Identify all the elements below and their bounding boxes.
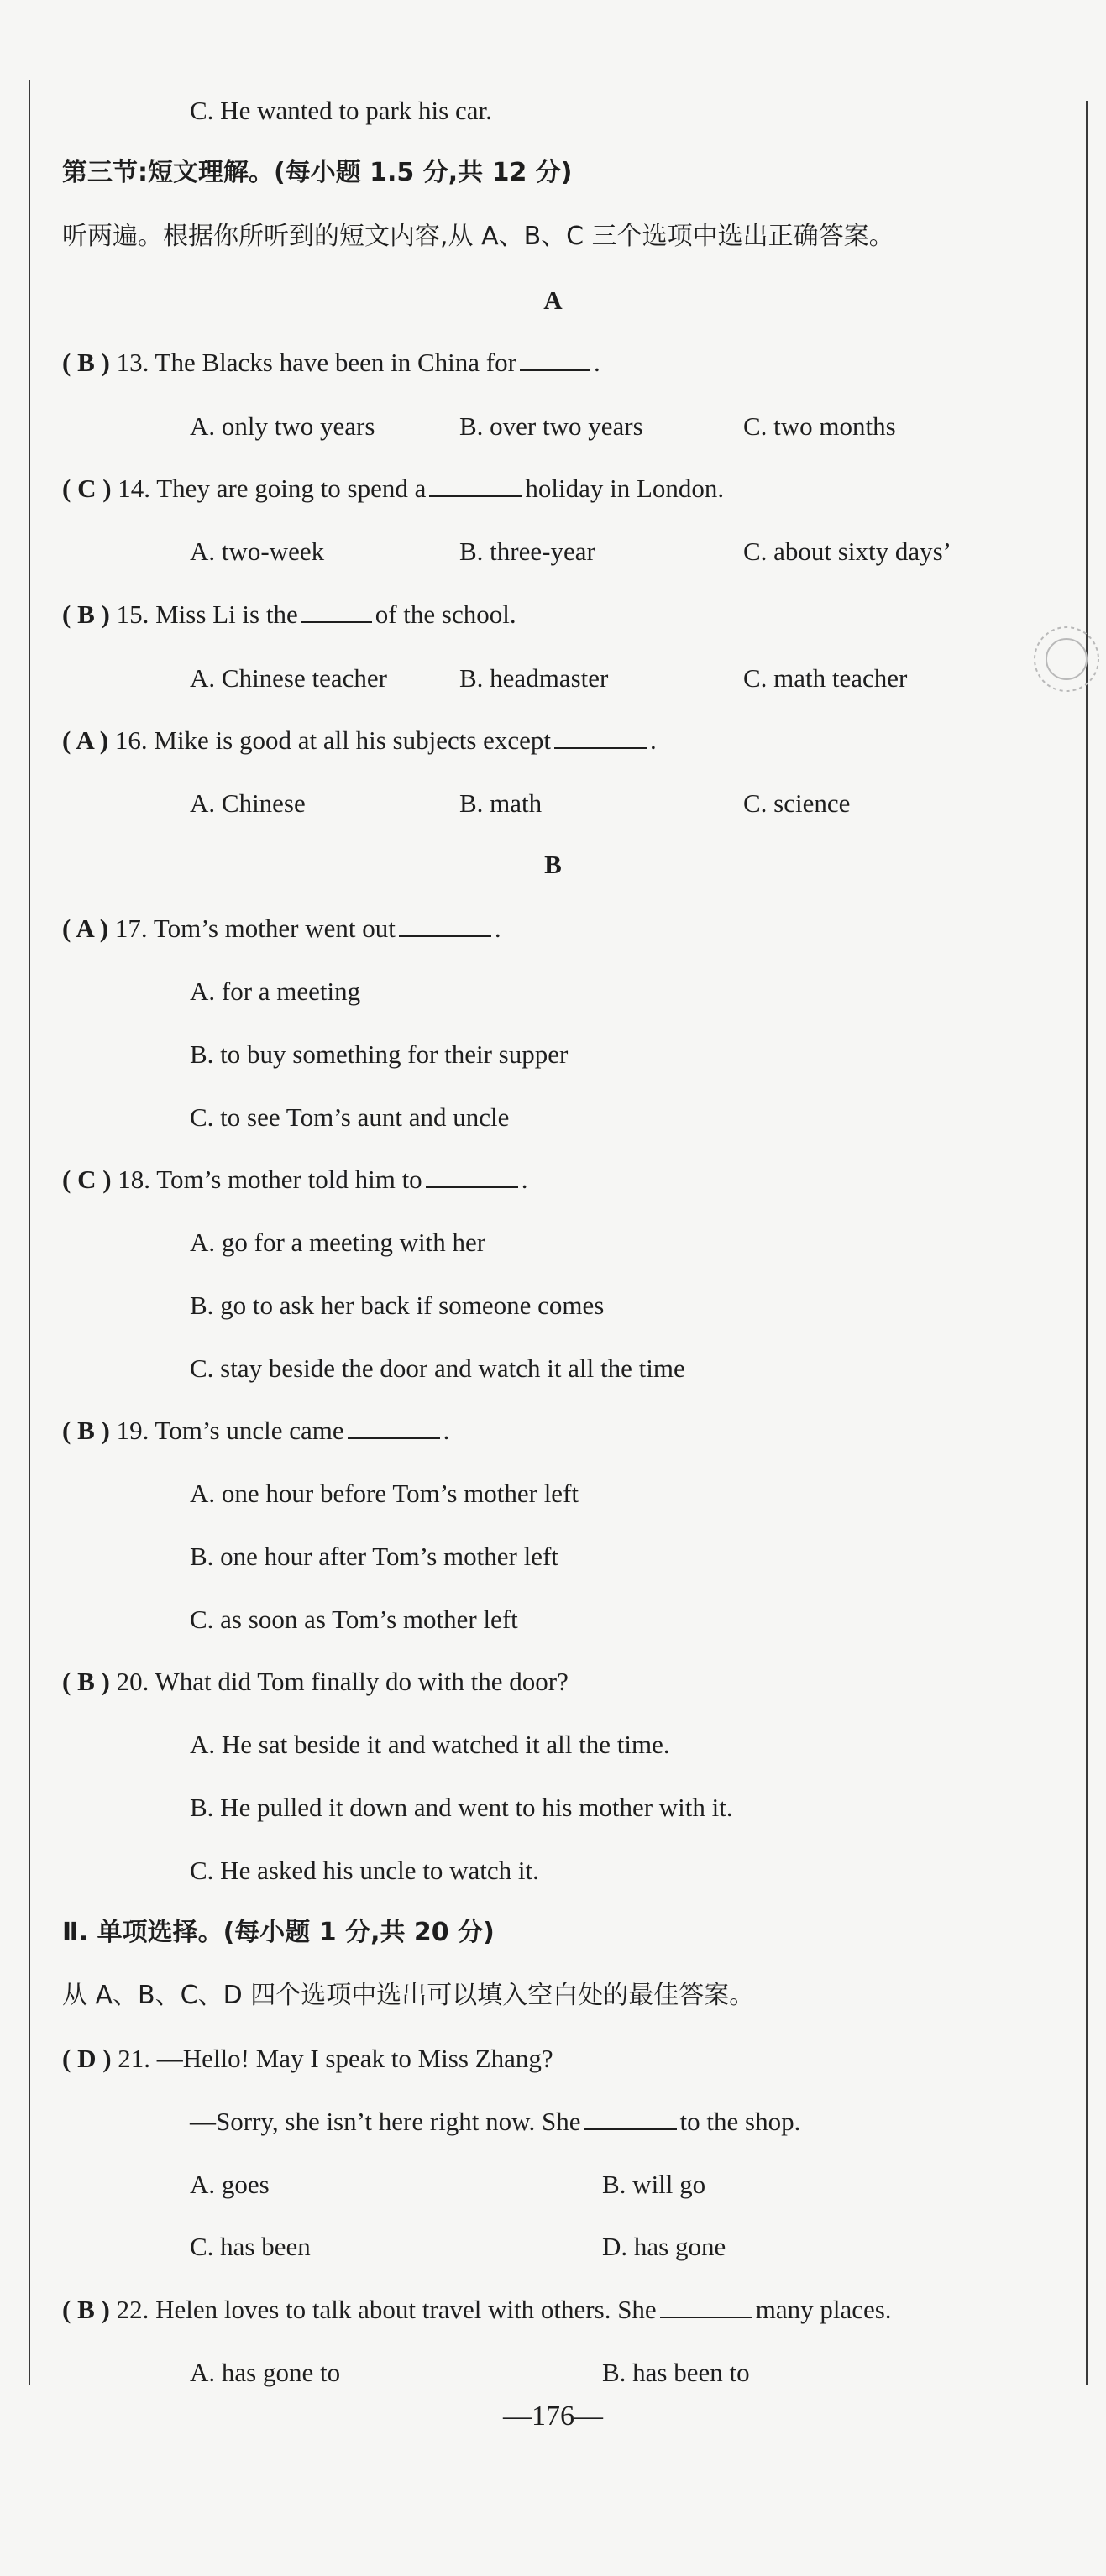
option-b: B. math bbox=[459, 788, 543, 818]
answer-blank bbox=[429, 474, 522, 497]
question-stem: The Blacks have been in China for bbox=[155, 348, 516, 377]
option-c: C. two months bbox=[743, 411, 896, 441]
carryover-option: C. He wanted to park his car. bbox=[190, 96, 492, 125]
option-a: A. has gone to bbox=[190, 2358, 341, 2387]
question-number: 22. bbox=[116, 2295, 149, 2324]
page-number: —176— bbox=[503, 2401, 603, 2432]
answer-blank bbox=[301, 599, 372, 623]
answer-mark: ( C ) bbox=[62, 474, 112, 503]
option-b: B. three-year bbox=[459, 537, 595, 566]
answer-mark: ( A ) bbox=[62, 914, 109, 943]
option-a: A. go for a meeting with her bbox=[190, 1228, 486, 1257]
question-20 bbox=[62, 1665, 569, 1699]
question-number: 17. bbox=[114, 914, 148, 943]
answer-mark: ( B ) bbox=[62, 2295, 110, 2324]
option-a: A. Chinese bbox=[190, 788, 306, 818]
question-13 bbox=[62, 346, 600, 380]
answer-mark: ( D ) bbox=[62, 2044, 112, 2073]
option-c: C. to see Tom’s aunt and uncle bbox=[190, 1102, 510, 1132]
option-a: A. He sat beside it and watched it all the time. bbox=[190, 1730, 670, 1759]
question-number: 14. bbox=[118, 474, 151, 503]
answer-blank bbox=[520, 348, 590, 371]
section2-heading: Ⅱ. 单项选择。(每小题 1 分,共 20 分) bbox=[62, 1918, 495, 1947]
question-stem-end: many places. bbox=[755, 2295, 892, 2324]
option-c: C. science bbox=[743, 788, 851, 818]
question-stem-end: . bbox=[521, 1165, 528, 1194]
option-b: B. has been to bbox=[602, 2358, 750, 2387]
question-stem-end: . bbox=[494, 914, 501, 943]
question-stem: Tom’s mother told him to bbox=[156, 1165, 422, 1194]
question-stem: Tom’s uncle came bbox=[155, 1416, 344, 1445]
question-number: 16. bbox=[114, 725, 148, 755]
option-b: B. one hour after Tom’s mother left bbox=[190, 1542, 558, 1571]
question-stem: Tom’s mother went out bbox=[153, 914, 396, 943]
question-15 bbox=[62, 598, 516, 631]
option-c: C. stay beside the door and watch it all the time bbox=[190, 1353, 685, 1383]
option-a: A. goes bbox=[190, 2170, 270, 2199]
option-d: D. has gone bbox=[602, 2232, 726, 2261]
option-a: A. Chinese teacher bbox=[190, 663, 387, 693]
section3-instruction: 听两遍。根据你所听到的短文内容,从 A、B、C 三个选项中选出正确答案。 bbox=[62, 222, 894, 251]
question-stem-end: . bbox=[443, 1416, 450, 1445]
question-number: 15. bbox=[116, 599, 149, 629]
answer-mark: ( B ) bbox=[62, 1667, 110, 1696]
question-18 bbox=[62, 1163, 527, 1196]
section3-heading: 第三节:短文理解。(每小题 1.5 分,共 12 分) bbox=[62, 158, 573, 187]
question-14 bbox=[62, 472, 724, 505]
question-16 bbox=[62, 724, 657, 757]
answer-blank bbox=[399, 914, 491, 937]
question-stem: They are going to spend a bbox=[156, 474, 427, 503]
option-c: C. as soon as Tom’s mother left bbox=[190, 1605, 518, 1634]
question-19 bbox=[62, 1414, 449, 1448]
answer-blank bbox=[584, 2107, 677, 2130]
option-a: A. two-week bbox=[190, 537, 325, 566]
option-b: B. He pulled it down and went to his mother with it. bbox=[190, 1793, 733, 1822]
answer-mark: ( B ) bbox=[62, 1416, 110, 1445]
right-margin-line bbox=[1086, 101, 1088, 2385]
question-22 bbox=[62, 2293, 892, 2327]
question-stem-end: . bbox=[593, 348, 600, 377]
answer-mark: ( C ) bbox=[62, 1165, 112, 1194]
option-c: C. has been bbox=[190, 2232, 311, 2261]
option-a: A. only two years bbox=[190, 411, 375, 441]
answer-blank bbox=[426, 1165, 518, 1188]
answer-mark: ( B ) bbox=[62, 599, 110, 629]
reply-stem-end: to the shop. bbox=[679, 2107, 801, 2136]
option-b: B. go to ask her back if someone comes bbox=[190, 1291, 605, 1320]
question-number: 20. bbox=[116, 1667, 149, 1696]
question-stem: Helen loves to talk about travel with others. She bbox=[155, 2295, 657, 2324]
question-stem: —Hello! May I speak to Miss Zhang? bbox=[156, 2044, 553, 2073]
option-c: C. He asked his uncle to watch it. bbox=[190, 1856, 539, 1885]
option-a: A. for a meeting bbox=[190, 976, 361, 1006]
option-b: B. to buy something for their supper bbox=[190, 1039, 569, 1069]
answer-blank bbox=[660, 2295, 752, 2318]
answer-mark: ( A ) bbox=[62, 725, 109, 755]
question-17 bbox=[62, 912, 501, 945]
question-number: 18. bbox=[118, 1165, 151, 1194]
answer-blank bbox=[348, 1416, 440, 1439]
answer-blank bbox=[554, 725, 647, 749]
question-stem-end: . bbox=[650, 725, 657, 755]
option-c: C. about sixty days’ bbox=[743, 537, 951, 566]
answer-mark: ( B ) bbox=[62, 348, 110, 377]
section2-instruction: 从 A、B、C、D 四个选项中选出可以填入空白处的最佳答案。 bbox=[62, 1981, 755, 2010]
part-b-label: B bbox=[544, 850, 562, 879]
part-a-label: A bbox=[543, 285, 563, 315]
question-stem-end: of the school. bbox=[375, 599, 516, 629]
left-margin-line bbox=[29, 80, 30, 2385]
question-number: 13. bbox=[116, 348, 149, 377]
question-stem: What did Tom finally do with the door? bbox=[155, 1667, 569, 1696]
option-b: B. will go bbox=[602, 2170, 706, 2199]
question-21-reply bbox=[190, 2105, 800, 2139]
question-number: 21. bbox=[118, 2044, 151, 2073]
option-c: C. math teacher bbox=[743, 663, 908, 693]
option-a: A. one hour before Tom’s mother left bbox=[190, 1479, 579, 1508]
option-b: B. over two years bbox=[459, 411, 643, 441]
question-stem: Mike is good at all his subjects except bbox=[154, 725, 552, 755]
question-number: 19. bbox=[116, 1416, 149, 1445]
seal-stamp-icon bbox=[1020, 609, 1100, 709]
question-21 bbox=[62, 2042, 553, 2076]
question-stem: Miss Li is the bbox=[155, 599, 298, 629]
reply-stem: —Sorry, she isn’t here right now. She bbox=[190, 2107, 581, 2136]
question-stem-end: holiday in London. bbox=[525, 474, 725, 503]
option-b: B. headmaster bbox=[459, 663, 609, 693]
